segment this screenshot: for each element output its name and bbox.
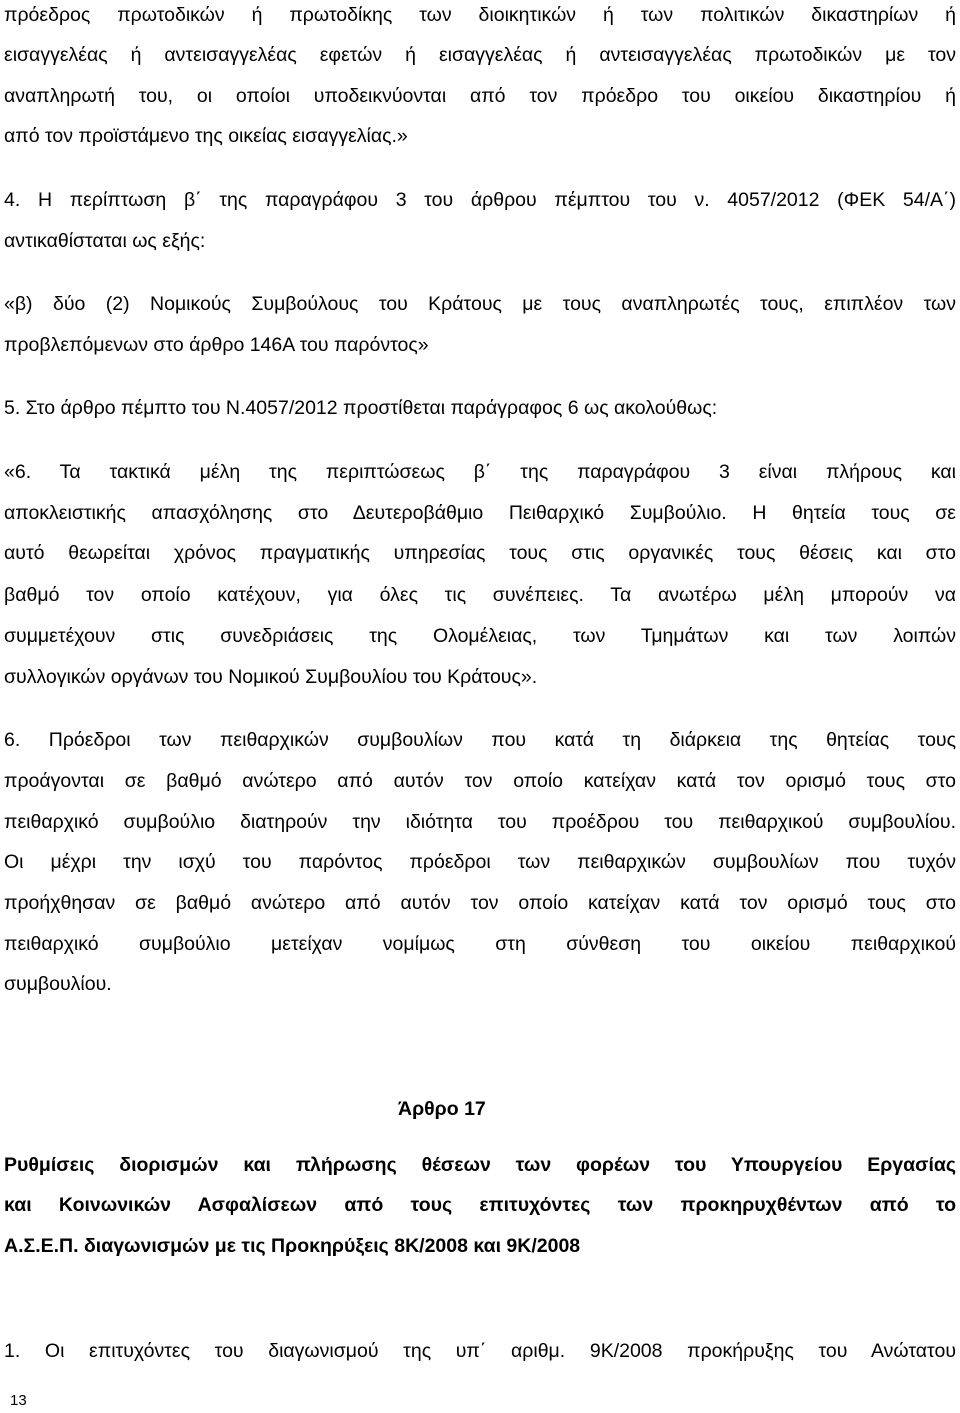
article-heading: Άρθρο 17 bbox=[398, 1098, 486, 1120]
text-line: προήχθησαν σε βαθμό ανώτερο από αυτόν τον οποίο κατείχαν κατά τον ορισμό τους στο bbox=[4, 892, 956, 914]
text-line: αποκλειστικής απασχόλησης στο Δευτεροβάθμιο Πειθαρχικό Συμβούλιο. Η θητεία τους σε bbox=[4, 502, 956, 524]
text-line: συμμετέχουν στις συνεδριάσεις της Ολομέλειας, των Τμημάτων και των λοιπών bbox=[4, 625, 956, 647]
text-line: αναπληρωτή του, οι οποίοι υποδεικνύονται από τον πρόεδρο του οικείου δικαστηρίου ή bbox=[4, 85, 956, 107]
text-line: βαθμό τον οποίο κατέχουν, για όλες τις συνέπειες. Τα ανωτέρω μέλη μπορούν να bbox=[4, 584, 956, 606]
text-line: πειθαρχικό συμβούλιο διατηρούν την ιδιότητα του προέδρου του πειθαρχικού συμβουλίου. bbox=[4, 811, 956, 833]
text-line: πειθαρχικό συμβούλιο μετείχαν νομίμως στη σύνθεση του οικείου πειθαρχικού bbox=[4, 933, 956, 955]
article-title-line: Α.Σ.Ε.Π. διαγωνισμών με τις Προκηρύξεις 8Κ/2008 και 9Κ/2008 bbox=[4, 1235, 581, 1257]
text-line: 5. Στο άρθρο πέμπτο του Ν.4057/2012 προστίθεται παράγραφος 6 ως ακολούθως: bbox=[4, 397, 718, 419]
text-line: προβλεπόμενων στο άρθρο 146Α του παρόντος» bbox=[4, 334, 429, 356]
text-line: συλλογικών οργάνων του Νομικού Συμβουλίου του Κράτους». bbox=[4, 666, 538, 688]
text-line: προάγονται σε βαθμό ανώτερο από αυτόν τον οποίο κατείχαν κατά τον ορισμό τους στο bbox=[4, 770, 956, 792]
text-line: Οι μέχρι την ισχύ του παρόντος πρόεδροι των πειθαρχικών συμβουλίων που τυχόν bbox=[4, 851, 956, 873]
text-line: «6. Τα τακτικά μέλη της περιπτώσεως β΄ της παραγράφου 3 είναι πλήρους και bbox=[4, 461, 956, 483]
text-line: αντικαθίσταται ως εξής: bbox=[4, 230, 206, 252]
text-line: εισαγγελέας ή αντεισαγγελέας εφετών ή εισαγγελέας ή αντεισαγγελέας πρωτοδικών με τον bbox=[4, 44, 956, 66]
text-line: 1. Οι επιτυχόντες του διαγωνισμού της υπ΄ αριθμ. 9Κ/2008 προκήρυξης του Ανώτατου bbox=[4, 1340, 956, 1362]
text-line: συμβουλίου. bbox=[4, 973, 112, 995]
article-title-line: και Κοινωνικών Ασφαλίσεων από τους επιτυχόντες των προκηρυχθέντων από το bbox=[4, 1194, 956, 1216]
text-line: 6. Πρόεδροι των πειθαρχικών συμβουλίων που κατά τη διάρκεια της θητείας τους bbox=[4, 729, 956, 751]
text-line: «β) δύο (2) Νομικούς Συμβούλους του Κράτους με τους αναπληρωτές τους, επιπλέον των bbox=[4, 293, 956, 315]
article-title-line: Ρυθμίσεις διορισμών και πλήρωσης θέσεων των φορέων του Υπουργείου Εργασίας bbox=[4, 1154, 956, 1176]
text-line: πρόεδρος πρωτοδικών ή πρωτοδίκης των διοικητικών ή των πολιτικών δικαστηρίων ή bbox=[4, 4, 956, 26]
text-line: αυτό θεωρείται χρόνος πραγματικής υπηρεσίας τους στις οργανικές τους θέσεις και στο bbox=[4, 542, 956, 564]
text-line: 4. Η περίπτωση β΄ της παραγράφου 3 του άρθρου πέμπτου του ν. 4057/2012 (ΦΕΚ 54/Α΄) bbox=[4, 189, 956, 211]
page-number: 13 bbox=[10, 1392, 27, 1409]
text-line: από τον προϊστάμενο της οικείας εισαγγελίας.» bbox=[4, 125, 408, 147]
